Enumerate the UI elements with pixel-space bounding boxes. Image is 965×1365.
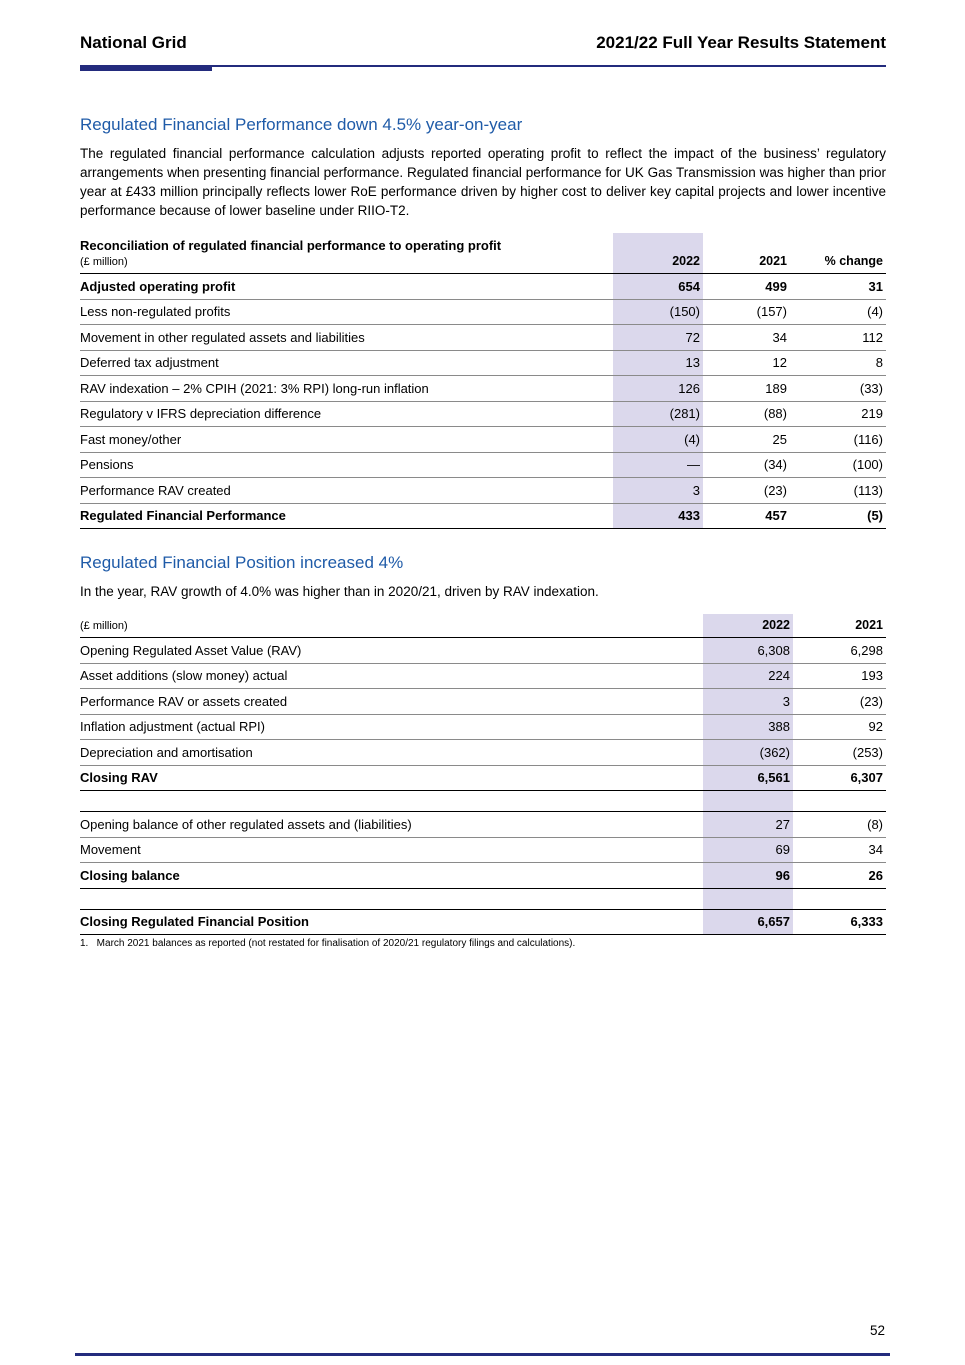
- value-cell: 72: [613, 325, 703, 351]
- row-label: Deferred tax adjustment: [80, 350, 613, 376]
- table-row: [80, 837, 886, 863]
- row-label: Closing RAV: [80, 765, 703, 791]
- value-cell: 457: [703, 503, 790, 529]
- row-label: Movement in other regulated assets and liabilities: [80, 325, 613, 351]
- row-label: Performance RAV created: [80, 478, 613, 504]
- value-cell: (116): [790, 427, 886, 453]
- value-cell: 13: [613, 350, 703, 376]
- column-header--change: % change: [790, 233, 886, 274]
- row-label: Closing Regulated Financial Position: [80, 909, 703, 935]
- table-row: [80, 503, 886, 529]
- table-row: [80, 274, 886, 300]
- column-header-2022: 2022: [613, 233, 703, 274]
- value-cell: 69: [703, 837, 793, 863]
- row-label: Movement: [80, 837, 703, 863]
- table-unit-label: (£ million): [80, 620, 128, 632]
- table-row: [80, 350, 886, 376]
- table-row: [80, 376, 886, 402]
- value-cell: (23): [793, 689, 886, 715]
- value-cell: 3: [613, 478, 703, 504]
- row-label: Asset additions (slow money) actual: [80, 663, 703, 689]
- table-row: [80, 478, 886, 504]
- row-label: Depreciation and amortisation: [80, 740, 703, 766]
- value-cell: (150): [613, 299, 703, 325]
- footer-rule: [75, 1353, 890, 1356]
- row-label: [80, 888, 703, 909]
- value-cell: 34: [703, 325, 790, 351]
- page-number: 52: [869, 1323, 885, 1338]
- value-cell: 654: [613, 274, 703, 300]
- table-row: [80, 427, 886, 453]
- report-title: 2021/22 Full Year Results Statement: [596, 33, 886, 52]
- table-row: [80, 663, 886, 689]
- header-rule-thick: [80, 65, 212, 71]
- value-cell: 27: [703, 812, 793, 838]
- column-header-2021: 2021: [793, 614, 886, 638]
- table-unit-label: (£ million): [80, 256, 128, 268]
- table-row: [80, 909, 886, 935]
- value-cell: [703, 888, 793, 909]
- spacer-row: [80, 791, 886, 812]
- section1-paragraph: The regulated financial performance calculation adjusts reported operating profit to reflect the impact of the business’ regulatory arrangements when presenting financial performance. Regulated financial performance for UK Gas Transmission was higher than prior year at £433 million principally reflects lower RoE performance driven by higher cost to deliver key capital projects and lower incentive performance because of lower baseline under RIIO-T2.: [80, 146, 886, 218]
- row-label: RAV indexation – 2% CPIH (2021: 3% RPI) long-run inflation: [80, 376, 613, 402]
- regulated-position-table: [80, 614, 886, 935]
- footnote: 1. March 2021 balances as reported (not restated for finalisation of 2020/21 regulatory filings and calculations).: [80, 938, 576, 949]
- value-cell: (33): [790, 376, 886, 402]
- section1-heading: Regulated Financial Performance down 4.5% year-on-year: [80, 115, 523, 134]
- table-header-row: [80, 614, 886, 638]
- row-label: Opening balance of other regulated assets and (liabilities): [80, 812, 703, 838]
- value-cell: 189: [703, 376, 790, 402]
- value-cell: [703, 791, 793, 812]
- value-cell: 8: [790, 350, 886, 376]
- value-cell: 31: [790, 274, 886, 300]
- table-row: [80, 452, 886, 478]
- value-cell: (281): [613, 401, 703, 427]
- value-cell: 6,657: [703, 909, 793, 935]
- value-cell: (113): [790, 478, 886, 504]
- value-cell: 112: [790, 325, 886, 351]
- row-label: Fast money/other: [80, 427, 613, 453]
- value-cell: 224: [703, 663, 793, 689]
- value-cell: 6,298: [793, 638, 886, 664]
- value-cell: (157): [703, 299, 790, 325]
- value-cell: 193: [793, 663, 886, 689]
- table-row: [80, 765, 886, 791]
- row-label: Closing balance: [80, 863, 703, 889]
- value-cell: 96: [703, 863, 793, 889]
- row-label: Performance RAV or assets created: [80, 689, 703, 715]
- value-cell: 499: [703, 274, 790, 300]
- value-cell: 433: [613, 503, 703, 529]
- column-header-2021: 2021: [703, 233, 790, 274]
- header-rule: [80, 65, 886, 71]
- page-header: [80, 33, 886, 53]
- table-title: Reconciliation of regulated financial performance to operating profit: [80, 238, 502, 253]
- value-cell: 6,308: [703, 638, 793, 664]
- section2-paragraph: In the year, RAV growth of 4.0% was higher than in 2020/21, driven by RAV indexation.: [80, 584, 599, 599]
- section2-heading: Regulated Financial Position increased 4%: [80, 553, 404, 572]
- spacer-row: [80, 888, 886, 909]
- value-cell: 26: [793, 863, 886, 889]
- table-row: [80, 812, 886, 838]
- table-row: [80, 401, 886, 427]
- value-cell: (100): [790, 452, 886, 478]
- value-cell: (4): [613, 427, 703, 453]
- table-header-row: [80, 233, 886, 274]
- row-label: Adjusted operating profit: [80, 274, 613, 300]
- value-cell: 219: [790, 401, 886, 427]
- row-label: Less non-regulated profits: [80, 299, 613, 325]
- value-cell: [793, 791, 886, 812]
- value-cell: 92: [793, 714, 886, 740]
- row-label: [80, 791, 703, 812]
- reconciliation-table: [80, 233, 886, 529]
- value-cell: (362): [703, 740, 793, 766]
- value-cell: 6,561: [703, 765, 793, 791]
- table-row: [80, 863, 886, 889]
- table-row: [80, 740, 886, 766]
- value-cell: 388: [703, 714, 793, 740]
- row-label: Pensions: [80, 452, 613, 478]
- table-row: [80, 325, 886, 351]
- value-cell: (253): [793, 740, 886, 766]
- value-cell: 3: [703, 689, 793, 715]
- table-row: [80, 714, 886, 740]
- value-cell: 6,307: [793, 765, 886, 791]
- value-cell: 6,333: [793, 909, 886, 935]
- value-cell: 126: [613, 376, 703, 402]
- value-cell: (34): [703, 452, 790, 478]
- table-row: [80, 638, 886, 664]
- value-cell: 25: [703, 427, 790, 453]
- value-cell: (23): [703, 478, 790, 504]
- table-row: [80, 689, 886, 715]
- value-cell: [793, 888, 886, 909]
- value-cell: (4): [790, 299, 886, 325]
- table-caption-cell: [80, 233, 613, 274]
- table-caption-cell: [80, 614, 703, 638]
- value-cell: (88): [703, 401, 790, 427]
- value-cell: 12: [703, 350, 790, 376]
- table-row: [80, 299, 886, 325]
- column-header-2022: 2022: [703, 614, 793, 638]
- row-label: Inflation adjustment (actual RPI): [80, 714, 703, 740]
- row-label: Regulated Financial Performance: [80, 503, 613, 529]
- value-cell: (5): [790, 503, 886, 529]
- value-cell: (8): [793, 812, 886, 838]
- row-label: Regulatory v IFRS depreciation difference: [80, 401, 613, 427]
- company-name: National Grid: [80, 33, 187, 52]
- value-cell: 34: [793, 837, 886, 863]
- row-label: Opening Regulated Asset Value (RAV): [80, 638, 703, 664]
- value-cell: —: [613, 452, 703, 478]
